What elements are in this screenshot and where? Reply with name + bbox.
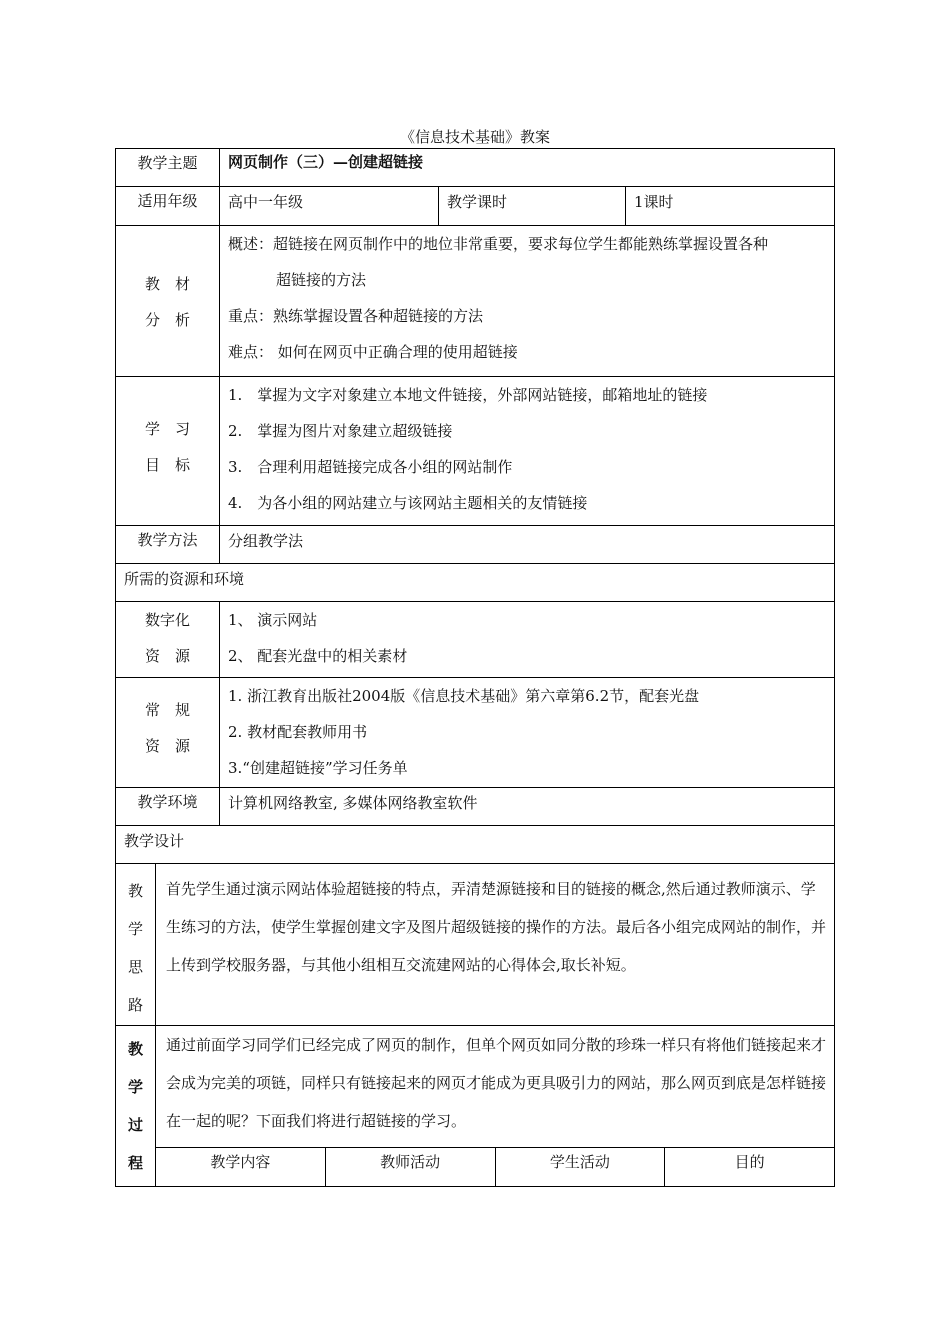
objectives-row [116,377,834,526]
method-value: 分组教学法 [228,532,304,550]
regular-label-line2: 资 源 [144,737,190,755]
approach-label-char: 路 [127,996,143,1014]
regular-content [220,678,834,787]
process-table-header [156,1147,834,1186]
regular-item: 2. 教材配套教师用书 [228,723,368,741]
process-column-header: 教学内容 [156,1148,326,1186]
grade-label: 适用年级 [116,187,220,225]
digital-item: 1、 演示网站 [228,611,318,629]
digital-resources-row [116,602,834,678]
process-label-char: 教 [127,1040,143,1058]
digital-label [116,602,220,677]
method-row [116,526,834,564]
material-content [220,226,834,376]
hours-label: 教学课时 [439,187,626,225]
material-overview: 概述：超链接在网页制作中的地位非常重要，要求每位学生都能熟练掌握设置各种 [228,235,769,253]
approach-label-char: 教 [127,882,143,900]
process-label-char: 学 [127,1078,143,1096]
process-label-char: 程 [127,1154,143,1172]
lesson-plan-table [115,148,835,1187]
environment-value: 计算机网络教室, 多媒体网络教室软件 [228,794,478,812]
process-row [116,1026,834,1186]
regular-item: 3.“创建超链接”学习任务单 [228,759,408,777]
process-label [116,1026,156,1186]
topic-row [116,149,834,187]
approach-label [116,864,156,1025]
design-header-row [116,826,834,864]
approach-label-char: 学 [127,920,143,938]
hours-value: 1课时 [634,193,674,211]
approach-text: 首先学生通过演示网站体验超链接的特点，弄清楚源链接和目的链接的概念,然后通过教师演示、学生练习的方法，使学生掌握创建文字及图片超级链接的操作的方法。最后各小组完成网站的制作，并上传到学校服务器，与其他小组相互交流建网站的心得体会,取长补短。 [166,880,827,974]
material-label-line1: 教 材 [144,275,190,293]
material-label-line2: 分 析 [144,311,190,329]
objective-item: 4. 为各小组的网站建立与该网站主题相关的友情链接 [228,494,588,512]
material-overview-cont: 超链接的方法 [276,271,367,289]
process-column-header: 学生活动 [496,1148,666,1186]
process-column-header: 教师活动 [326,1148,496,1186]
grade-value: 高中一年级 [220,187,439,225]
process-content [156,1026,834,1186]
objectives-label-line1: 学 习 [144,420,190,438]
method-label: 教学方法 [116,526,220,563]
process-column-header: 目的 [734,1153,765,1171]
resources-header: 所需的资源和环境 [124,570,245,588]
grade-row [116,187,834,226]
objectives-label [116,377,220,525]
topic-value: 网页制作（三）—创建超链接 [228,153,424,171]
approach-label-char: 思 [127,958,143,976]
material-label [116,226,220,376]
objective-item: 3. 合理利用超链接完成各小组的网站制作 [228,458,513,476]
regular-item: 1. 浙江教育出版社2004版《信息技术基础》第六章第6.2节，配套光盘 [228,687,700,705]
objective-item: 2. 掌握为图片对象建立超级链接 [228,422,453,440]
document-title: 《信息技术基础》教案 [399,128,550,146]
regular-label-line1: 常 规 [144,701,190,719]
digital-content [220,602,834,677]
approach-row [116,864,834,1026]
process-text: 通过前面学习同学们已经完成了网页的制作，但单个网页如同分散的珍珠一样只有将他们链接起来才会成为完美的项链，同样只有链接起来的网页才能成为更具吸引力的网站，那么网页到底是怎样链接在一起的呢？下面我们将进行超链接的学习。 [166,1036,827,1130]
environment-label: 教学环境 [116,788,220,825]
design-header: 教学设计 [124,832,185,850]
resources-header-row [116,564,834,602]
material-row [116,226,834,377]
topic-label: 教学主题 [116,149,220,186]
digital-item: 2、 配套光盘中的相关素材 [228,647,408,665]
objectives-content [220,377,834,525]
material-key-point: 重点：熟练掌握设置各种超链接的方法 [228,307,484,325]
objective-item: 1. 掌握为文字对象建立本地文件链接，外部网站链接，邮箱地址的链接 [228,386,708,404]
process-label-char: 过 [127,1116,143,1134]
regular-label [116,678,220,787]
environment-row [116,788,834,826]
digital-label-line2: 资 源 [144,647,190,665]
regular-resources-row [116,678,834,788]
objectives-label-line2: 目 标 [144,456,190,474]
digital-label-line1: 数字化 [144,611,190,629]
material-difficulty: 难点： 如何在网页中正确合理的使用超链接 [228,343,518,361]
